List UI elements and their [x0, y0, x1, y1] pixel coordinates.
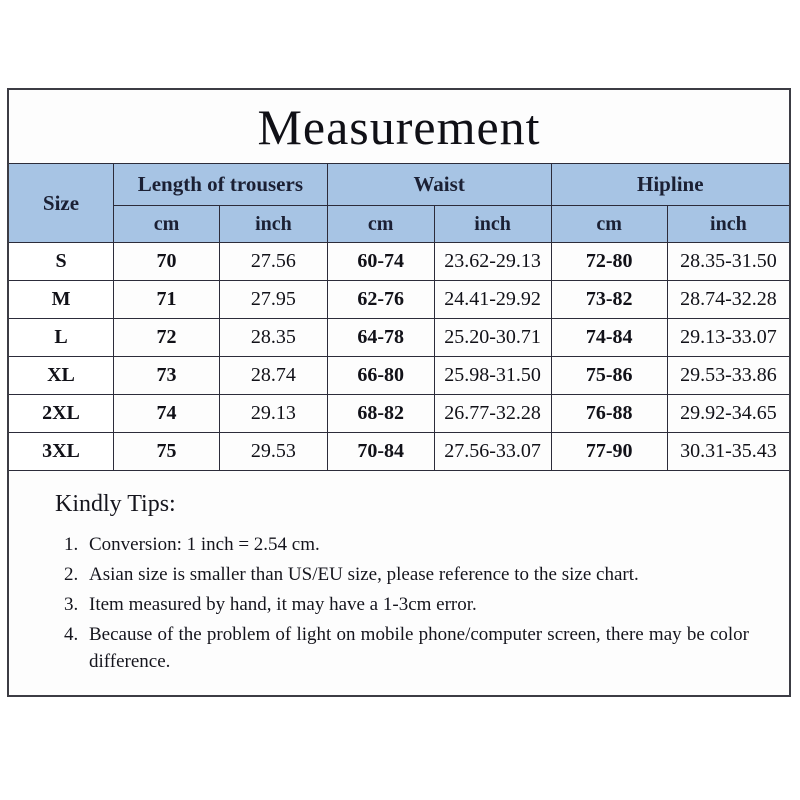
inch-value-cell: 27.56: [220, 243, 328, 281]
size-cell: M: [9, 281, 114, 319]
cm-value-cell: 76-88: [551, 395, 667, 433]
tip-item: 4. Because of the problem of light on mobile phone/computer screen, there may be color difference.: [83, 622, 749, 676]
inch-value-cell: 29.92-34.65: [667, 395, 789, 433]
cm-value-cell: 74: [114, 395, 220, 433]
inch-value-cell: 23.62-29.13: [434, 243, 551, 281]
table-row: [9, 357, 789, 395]
cm-value-cell: 64-78: [327, 319, 434, 357]
cm-value-cell: 60-74: [327, 243, 434, 281]
cm-value-cell: 74-84: [551, 319, 667, 357]
inch-value-cell: 28.74-32.28: [667, 281, 789, 319]
tip-item: 3. Item measured by hand, it may have a 1-3cm error.: [83, 592, 749, 619]
tip-item: 2. Asian size is smaller than US/EU size, please reference to the size chart.: [83, 562, 749, 589]
unit-header-cm: cm: [551, 206, 667, 243]
inch-value-cell: 30.31-35.43: [667, 433, 789, 471]
inch-value-cell: 29.53-33.86: [667, 357, 789, 395]
inch-value-cell: 29.13-33.07: [667, 319, 789, 357]
size-chart-body: [9, 243, 789, 471]
tips-heading: Kindly Tips:: [55, 491, 176, 517]
inch-value-cell: 24.41-29.92: [434, 281, 551, 319]
measurement-card: [7, 88, 791, 697]
size-cell: S: [9, 243, 114, 281]
inch-value-cell: 26.77-32.28: [434, 395, 551, 433]
cm-value-cell: 71: [114, 281, 220, 319]
cm-value-cell: 68-82: [327, 395, 434, 433]
inch-value-cell: 27.56-33.07: [434, 433, 551, 471]
table-row: [9, 433, 789, 471]
cm-value-cell: 75: [114, 433, 220, 471]
unit-header-inch: inch: [220, 206, 328, 243]
inch-value-cell: 28.35-31.50: [667, 243, 789, 281]
cm-value-cell: 66-80: [327, 357, 434, 395]
inch-value-cell: 27.95: [220, 281, 328, 319]
table-row: [9, 319, 789, 357]
table-row: [9, 243, 789, 281]
cm-value-cell: 72-80: [551, 243, 667, 281]
cm-value-cell: 73-82: [551, 281, 667, 319]
table-row: [9, 281, 789, 319]
cm-value-cell: 70-84: [327, 433, 434, 471]
page-title: Measurement: [257, 98, 541, 155]
header-group-row: [9, 164, 789, 206]
unit-header-inch: inch: [434, 206, 551, 243]
inch-value-cell: 29.53: [220, 433, 328, 471]
cm-value-cell: 62-76: [327, 281, 434, 319]
size-cell: L: [9, 319, 114, 357]
tip-item: 1. Conversion: 1 inch = 2.54 cm.: [83, 532, 749, 559]
cm-value-cell: 72: [114, 319, 220, 357]
cm-value-cell: 75-86: [551, 357, 667, 395]
column-header-size: Size: [9, 164, 114, 243]
unit-header-cm: cm: [327, 206, 434, 243]
title-area: [9, 90, 789, 163]
cm-value-cell: 73: [114, 357, 220, 395]
column-group-waist: Waist: [327, 164, 551, 206]
header-unit-row: [9, 206, 789, 243]
column-group-length-of-trousers: Length of trousers: [114, 164, 328, 206]
inch-value-cell: 28.74: [220, 357, 328, 395]
size-cell: XL: [9, 357, 114, 395]
kindly-tips-section: [9, 471, 789, 695]
unit-header-cm: cm: [114, 206, 220, 243]
size-cell: 3XL: [9, 433, 114, 471]
table-row: [9, 395, 789, 433]
size-cell: 2XL: [9, 395, 114, 433]
inch-value-cell: 25.98-31.50: [434, 357, 551, 395]
cm-value-cell: 77-90: [551, 433, 667, 471]
tips-list: [55, 532, 749, 676]
unit-header-inch: inch: [667, 206, 789, 243]
inch-value-cell: 28.35: [220, 319, 328, 357]
cm-value-cell: 70: [114, 243, 220, 281]
inch-value-cell: 25.20-30.71: [434, 319, 551, 357]
inch-value-cell: 29.13: [220, 395, 328, 433]
column-group-hipline: Hipline: [551, 164, 789, 206]
size-chart-table: [9, 163, 789, 471]
